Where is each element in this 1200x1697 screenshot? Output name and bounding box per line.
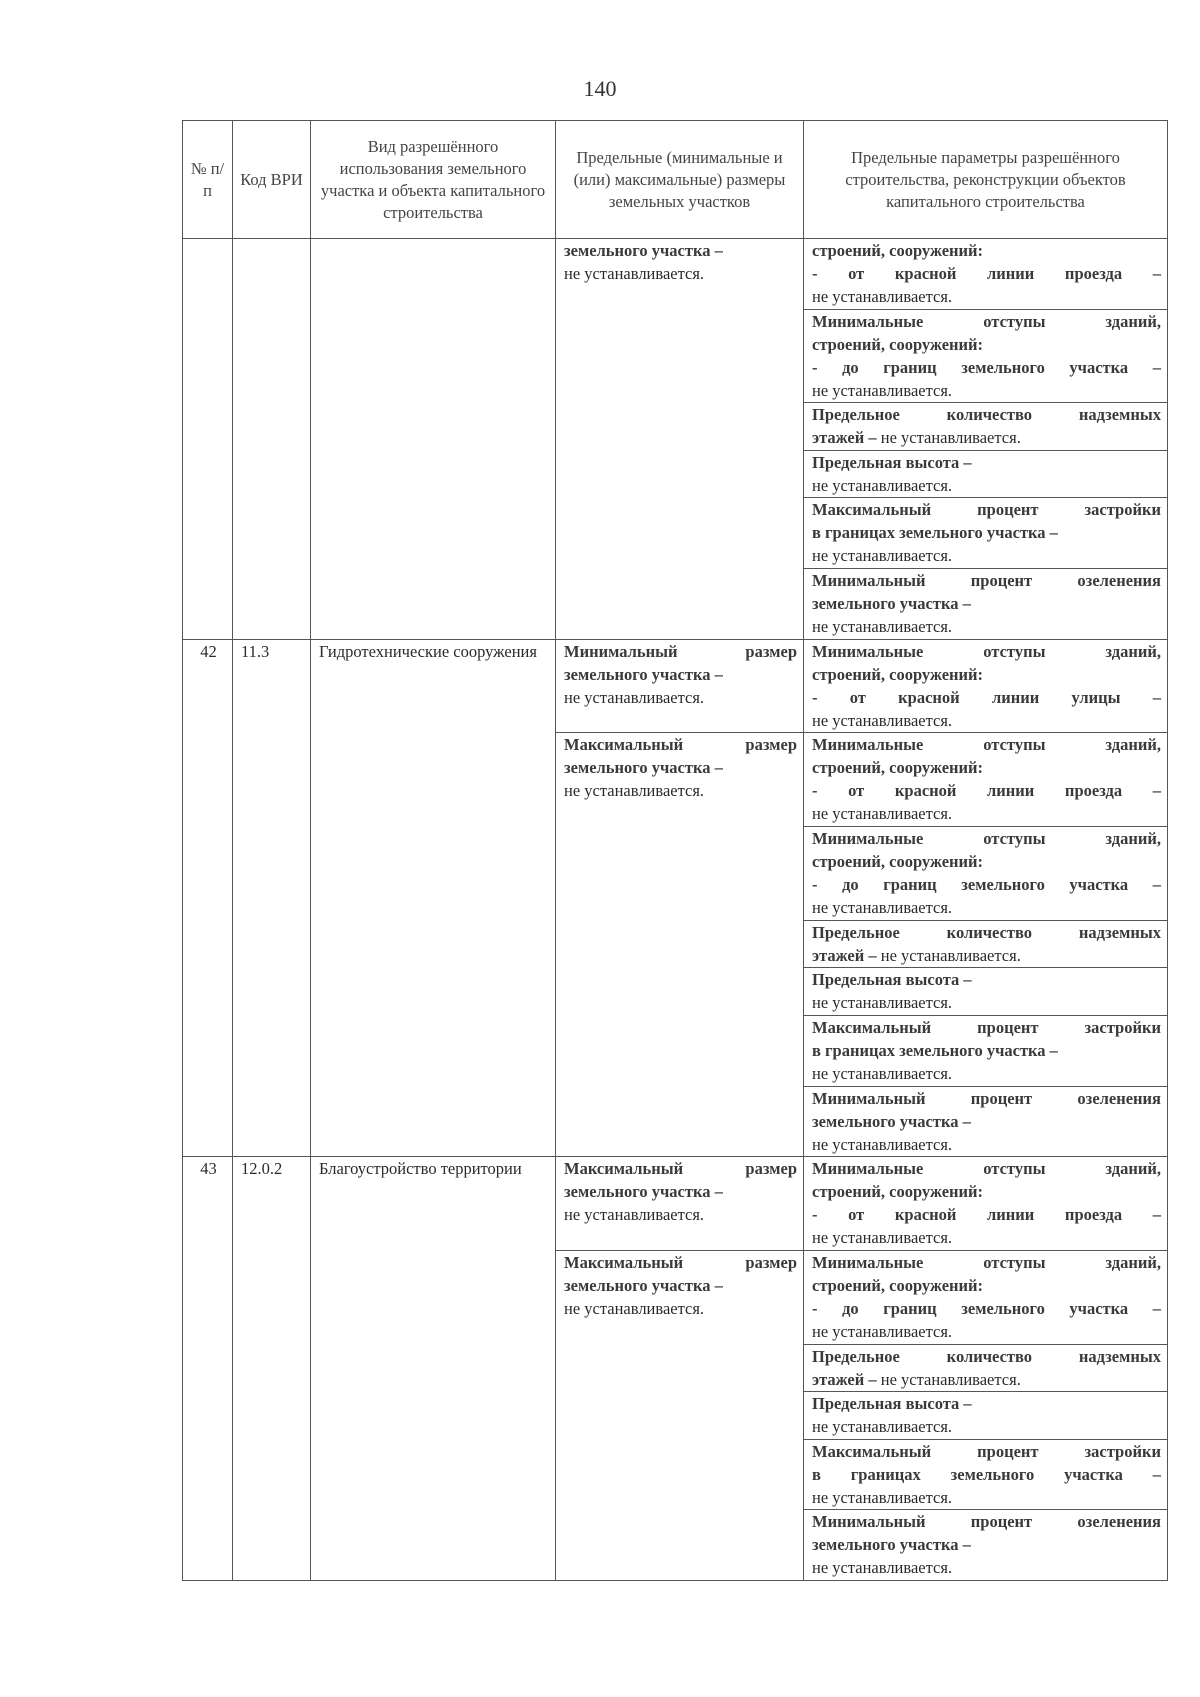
- table-row: [183, 1157, 1168, 1251]
- param-cell: Предельная высота – не устанавливается.: [804, 1392, 1168, 1439]
- cell-code: [233, 239, 311, 640]
- table-row: [183, 239, 1168, 310]
- param-cell: Предельное количество надземных этажей – не устанавливается.: [804, 1344, 1168, 1391]
- header-params: Предельные параметры разрешённого строительства, реконструкции объектов капитального строительства: [804, 121, 1168, 239]
- cell-size: Минимальный размер земельного участка – не устанавливается.: [556, 639, 804, 733]
- param-cell: Минимальные отступы зданий, строений, сооружений: - до границ земельного участка – не устанавливается.: [804, 827, 1168, 921]
- param-cell: Предельная высота – не устанавливается.: [804, 450, 1168, 497]
- table-row: [183, 639, 1168, 733]
- cell-size: земельного участка – не устанавливается.: [556, 239, 804, 640]
- header-row: [183, 121, 1168, 239]
- zoning-table: [182, 120, 1168, 1581]
- cell-num: 42: [183, 639, 233, 1157]
- cell-size: Максимальный размер земельного участка – не устанавливается.: [556, 1157, 804, 1251]
- param-cell: Минимальные отступы зданий, строений, сооружений: - до границ земельного участка – не устанавливается.: [804, 309, 1168, 403]
- header-code: Код ВРИ: [233, 121, 311, 239]
- param-cell: Минимальный процент озеленения земельного участка – не устанавливается.: [804, 568, 1168, 639]
- header-kind: Вид разрешённого использования земельного участка и объекта капитального строительства: [311, 121, 556, 239]
- header-num: № п/п: [183, 121, 233, 239]
- param-cell: Минимальный процент озеленения земельного участка – не устанавливается.: [804, 1510, 1168, 1581]
- cell-code: 12.0.2: [233, 1157, 311, 1581]
- header-plot-size: Предельные (минимальные и (или) максимальные) размеры земельных участков: [556, 121, 804, 239]
- cell-kind: Благоустройство территории: [311, 1157, 556, 1581]
- param-cell: Минимальные отступы зданий, строений, сооружений: - от красной линии проезда – не устанавливается.: [804, 733, 1168, 827]
- page-number: 140: [583, 76, 617, 101]
- param-cell: Минимальные отступы зданий, строений, сооружений: - от красной линии проезда – не устанавливается.: [804, 1157, 1168, 1251]
- param-cell: Минимальные отступы зданий, строений, сооружений: - от красной линии улицы – не устанавливается.: [804, 639, 1168, 733]
- param-cell: Максимальный процент застройки в границах земельного участка – не устанавливается.: [804, 498, 1168, 569]
- cell-kind: [311, 239, 556, 640]
- cell-num: [183, 239, 233, 640]
- cell-code: 11.3: [233, 639, 311, 1157]
- param-cell: Предельное количество надземных этажей – не устанавливается.: [804, 403, 1168, 450]
- cell-size: Максимальный размер земельного участка – не устанавливается.: [556, 733, 804, 1157]
- cell-kind: Гидротехнические сооружения: [311, 639, 556, 1157]
- param-cell: Максимальный процент застройки в границах земельного участка – не устанавливается.: [804, 1439, 1168, 1510]
- cell-num: 43: [183, 1157, 233, 1581]
- param-cell: Минимальный процент озеленения земельного участка – не устанавливается.: [804, 1086, 1168, 1157]
- param-cell: Максимальный процент застройки в границах земельного участка – не устанавливается.: [804, 1015, 1168, 1086]
- param-cell: строений, сооружений: - от красной линии проезда – не устанавливается.: [804, 239, 1168, 310]
- param-cell: Минимальные отступы зданий, строений, сооружений: - до границ земельного участка – не устанавливается.: [804, 1250, 1168, 1344]
- param-cell: Предельное количество надземных этажей – не устанавливается.: [804, 921, 1168, 968]
- param-cell: Предельная высота – не устанавливается.: [804, 968, 1168, 1015]
- cell-size: Максимальный размер земельного участка – не устанавливается.: [556, 1250, 804, 1580]
